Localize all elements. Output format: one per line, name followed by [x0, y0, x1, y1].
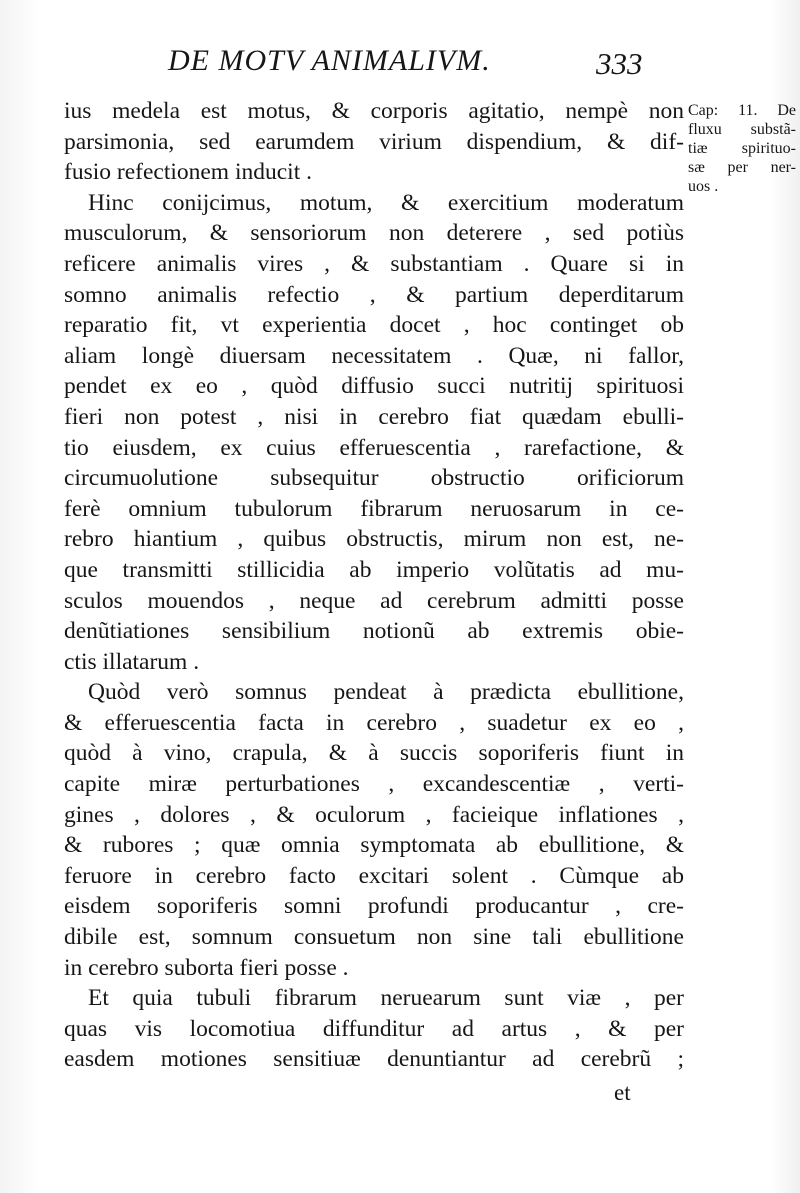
text-line: & rubores ; quæ omnia symptomata ab ebullitione, & [64, 832, 684, 859]
text-line: rebro hiantium , quibus obstructis, mirum non est, ne- [64, 526, 684, 553]
margin-note-line: uos . [688, 178, 719, 195]
text-line: fusio refectionem inducit . [64, 159, 312, 186]
text-line: ctis illatarum . [64, 648, 200, 675]
text-line: musculorum, & sensoriorum non deterere , sed potiùs [64, 220, 684, 247]
running-title: DE MOTV ANIMALIVM. [168, 44, 491, 77]
text-line: sculos mouendos , neque ad cerebrum admitti posse [64, 587, 684, 614]
text-line: easdem motiones sensitiuæ denuntiantur ad cerebrũ ; [64, 1046, 684, 1073]
text-line: que transmitti stillicidia ab imperio volũtatis ad mu- [64, 556, 684, 583]
text-line: tio eiusdem, ex cuius efferuescentia , rarefactione, & [64, 434, 684, 461]
page-number: 333 [596, 46, 643, 81]
text-line: parsimonia, sed earumdem virium dispendium, & dif- [64, 128, 684, 155]
text-line: quas vis locomotiua diffunditur ad artus , & per [64, 1015, 684, 1042]
running-head [160, 44, 660, 84]
text-line: reparatio fit, vt experientia docet , hoc continget ob [64, 312, 684, 339]
text-line: dibile est, somnum consuetum non sine tali ebullitione [64, 924, 684, 951]
text-line: gines , dolores , & oculorum , facieique inflationes , [64, 801, 684, 828]
text-line: ius medela est motus, & corporis agitatio, nempè non [64, 98, 684, 124]
margin-note [688, 101, 796, 196]
margin-note-line: sæ per ner- [688, 159, 796, 176]
text-line: fieri non potest , nisi in cerebro fiat quædam ebulli- [64, 403, 684, 430]
text-line: denũtiationes sensibilium notionũ ab extremis obie- [64, 618, 684, 645]
text-line: quòd à vino, crapula, & à succis soporiferis fiunt in [64, 740, 684, 767]
text-line: & efferuescentia facta in cerebro , suadetur ex eo , [64, 709, 684, 736]
text-line: reficere animalis vires , & substantiam . Quare si in [64, 250, 684, 277]
text-line: somno animalis refectio , & partium deperditarum [64, 281, 684, 308]
text-line: circumuolutione subsequitur obstructio orificiorum [64, 465, 684, 492]
text-line: in cerebro suborta fieri posse . [64, 954, 349, 981]
text-line: Hinc conijcimus, motum, & exercitium moderatum [88, 189, 684, 216]
margin-note-line: tiæ spirituo- [688, 140, 796, 157]
text-line: aliam longè diuersam necessitatem . Quæ, ni fallor, [64, 342, 684, 369]
text-line: feruore in cerebro facto excitari solent . Cùmque ab [64, 862, 684, 889]
catchword: et [614, 1080, 631, 1105]
text-line: capite miræ perturbationes , excandescentiæ , verti- [64, 771, 684, 798]
text-line: eisdem soporiferis somni profundi producantur , cre- [64, 893, 684, 920]
body-text [64, 96, 684, 1075]
text-line: Quòd verò somnus pendeat à prædicta ebullitione, [88, 679, 684, 706]
text-line: pendet ex eo , quòd diffusio succi nutritij spirituosi [64, 373, 684, 400]
margin-note-line: Cap: 11. De [688, 102, 796, 119]
text-line: Et quia tubuli fibrarum neruearum sunt viæ , per [88, 985, 684, 1012]
text-line: ferè omnium tubulorum fibrarum neruosarum in ce- [64, 495, 684, 522]
margin-note-line: fluxu substã- [688, 121, 796, 138]
